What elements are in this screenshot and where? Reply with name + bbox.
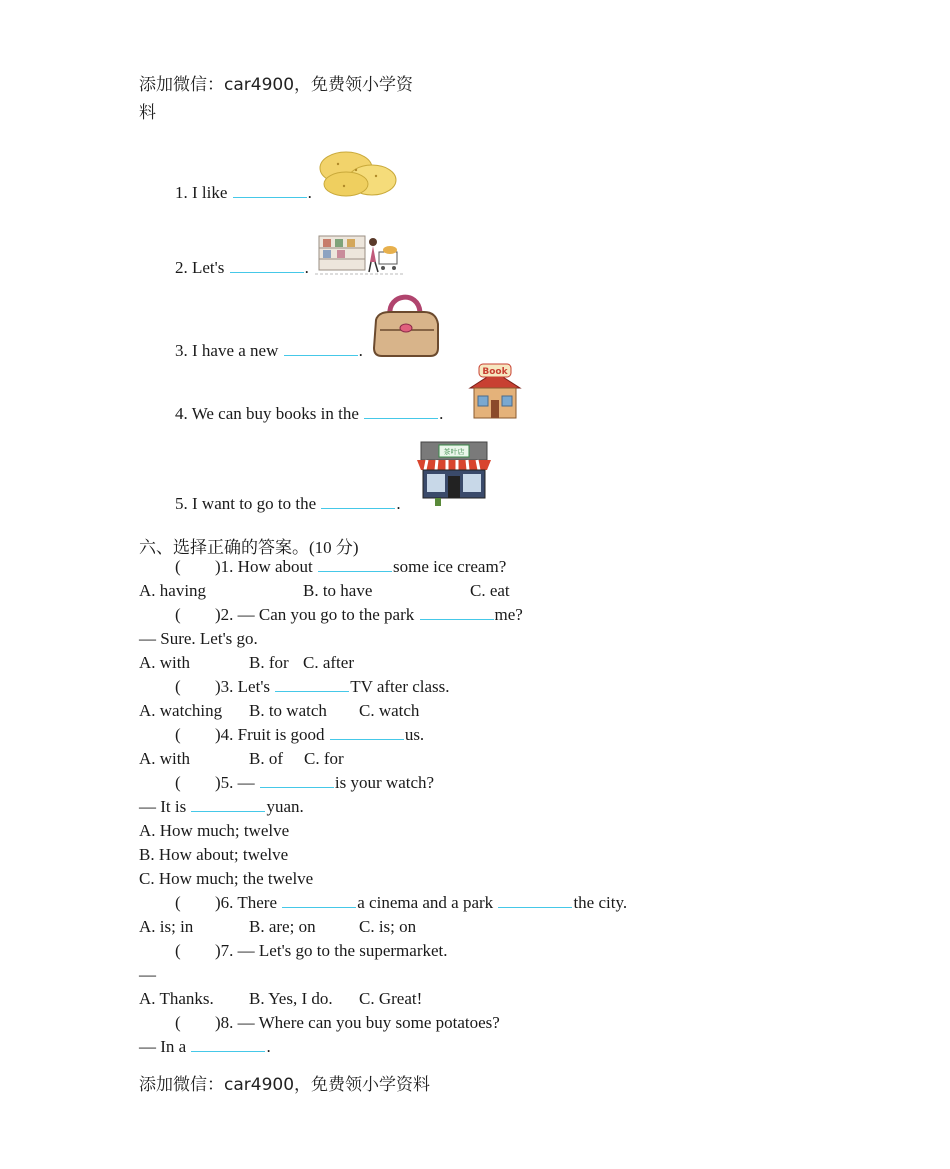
bag-picture bbox=[370, 290, 442, 360]
picture-item-4: 4. We can buy books in the . bbox=[175, 404, 444, 423]
reply-line: — In a . bbox=[139, 1037, 271, 1056]
question-8: ( )8. — Where can you buy some potatoes? bbox=[175, 1013, 500, 1032]
option-b: B. of bbox=[249, 749, 283, 768]
question-3: ( )3. Let's TV after class. bbox=[175, 677, 450, 696]
reply-line: — It is yuan. bbox=[139, 797, 304, 816]
answer-blank[interactable] bbox=[420, 618, 494, 620]
bookshop-sign: Book bbox=[482, 367, 508, 377]
question-6: ( )6. There a cinema and a park the city. bbox=[175, 893, 628, 912]
picture-item-2: 2. Let's . bbox=[175, 258, 309, 277]
picture-item-3: 3. I have a new . bbox=[175, 341, 363, 360]
option-c: C. eat bbox=[470, 581, 510, 600]
answer-blank[interactable] bbox=[260, 786, 334, 788]
question-7: ( )7. — Let's go to the supermarket. bbox=[175, 941, 448, 960]
option-a: A. with bbox=[139, 653, 190, 672]
answer-blank[interactable] bbox=[233, 196, 307, 198]
footer-text: 添加微信：car4900，免费领小学资料 bbox=[139, 1075, 431, 1095]
option-c: C. watch bbox=[359, 701, 420, 720]
answer-blank[interactable] bbox=[498, 906, 572, 908]
answer-blank[interactable] bbox=[321, 507, 395, 509]
shopping-picture bbox=[315, 230, 405, 276]
reply-line: — Sure. Let's go. bbox=[139, 629, 258, 648]
answer-blank[interactable] bbox=[330, 738, 404, 740]
option-b: B. How about; twelve bbox=[139, 845, 289, 864]
question-5: ( )5. — is your watch? bbox=[175, 773, 435, 792]
teashop-sign: 茶叶店 bbox=[443, 448, 465, 456]
section-title: 六、选择正确的答案。(10 分) bbox=[139, 538, 359, 557]
option-c: C. for bbox=[304, 749, 344, 768]
option-b: B. Yes, I do. bbox=[249, 989, 333, 1008]
answer-blank[interactable] bbox=[364, 417, 438, 419]
option-a: A. How much; twelve bbox=[139, 821, 290, 840]
option-c: C. How much; the twelve bbox=[139, 869, 314, 888]
reply-line: — bbox=[139, 965, 156, 984]
potatoes-picture bbox=[316, 148, 400, 200]
header-line-2: 料 bbox=[139, 103, 156, 123]
option-a: A. having bbox=[139, 581, 207, 600]
option-b: B. to watch bbox=[249, 701, 327, 720]
answer-blank[interactable] bbox=[275, 690, 349, 692]
picture-item-1: 1. I like . bbox=[175, 183, 312, 202]
question-1: ( )1. How about some ice cream? bbox=[175, 557, 507, 576]
option-b: B. for bbox=[249, 653, 289, 672]
answer-blank[interactable] bbox=[230, 271, 304, 273]
option-a: A. watching bbox=[139, 701, 223, 720]
question-4: ( )4. Fruit is good us. bbox=[175, 725, 425, 744]
option-b: B. are; on bbox=[249, 917, 316, 936]
answer-blank[interactable] bbox=[191, 810, 265, 812]
answer-blank[interactable] bbox=[284, 354, 358, 356]
header-line-1: 添加微信：car4900，免费领小学资 bbox=[139, 75, 414, 95]
bookshop-picture bbox=[466, 362, 524, 422]
answer-blank[interactable] bbox=[318, 570, 392, 572]
option-a: A. with bbox=[139, 749, 190, 768]
answer-blank[interactable] bbox=[282, 906, 356, 908]
answer-blank[interactable] bbox=[191, 1050, 265, 1052]
option-c: C. is; on bbox=[359, 917, 417, 936]
option-c: C. after bbox=[303, 653, 354, 672]
question-2: ( )2. — Can you go to the park me? bbox=[175, 605, 523, 624]
option-a: A. is; in bbox=[139, 917, 194, 936]
picture-item-5: 5. I want to go to the . bbox=[175, 494, 401, 513]
teashop-picture bbox=[415, 438, 493, 508]
option-c: C. Great! bbox=[359, 989, 423, 1008]
option-a: A. Thanks. bbox=[139, 989, 214, 1008]
option-b: B. to have bbox=[303, 581, 373, 600]
